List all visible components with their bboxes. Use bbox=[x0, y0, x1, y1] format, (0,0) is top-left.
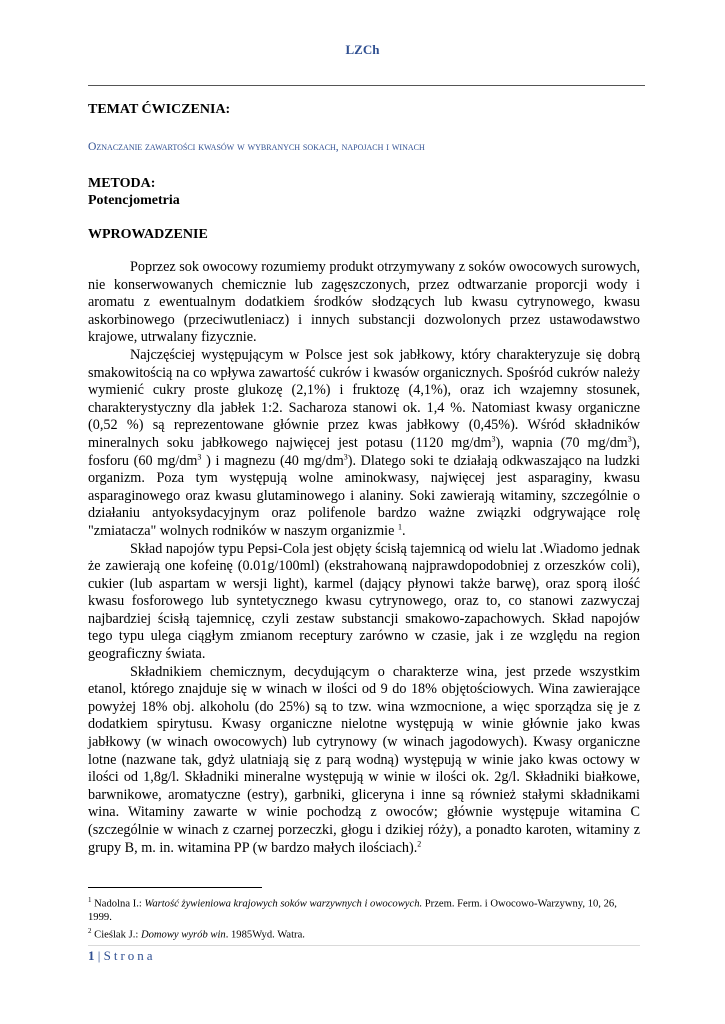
footer-divider bbox=[88, 945, 640, 946]
footnote-2: $^2$ Cieślak J.: Domowy wyrób win. 1985Wyd. Watra. bbox=[88, 926, 305, 941]
footnotes bbox=[88, 894, 628, 942]
method-heading: METODA: bbox=[88, 176, 156, 191]
footnote-1: $^1$ Nadolna I.: Wartość żywieniowa krajowych soków warzywnych i owocowych. Przem. Ferm. i Owocowo-Warzywny, 10, 26, 1999. bbox=[88, 896, 617, 924]
intro-text bbox=[88, 259, 640, 857]
method-value: Potencjometria bbox=[88, 193, 180, 208]
footnote-ref-1[interactable]: 1 bbox=[397, 522, 402, 532]
page-label: Strona bbox=[103, 948, 156, 963]
paragraph-apple-juice: Najczęściej występującym w Polsce jest sok jabłkowy, który charakteryzuje się dobrą smakowitością na co wpływa zawartość cukrów i kwasów organicznych. Spośród cukrów należy wymienić cukry proste glukozę (2,1%) i fruktozę (4,1%), oraz ich wzajemny stosunek, charakterystyczny dla jabłek 1:2. Sacharoza stanowi ok. 1,4 %. Natomiast kwasy organiczne (0,52 %) są reprezentowane głównie przez kwas jabłkowy (0,45%). Wśród składników mineralnych soku jabłkowego najwięcej jest potasu (1120 $mg/dm^3$), wapnia (70 $mg/dm^3$), fosforu (60 $mg/dm^3$ ) i magnezu (40 $mg/dm^3$). Dlatego soki te działają odkwaszająco na ludzki organizm. Poza tym występują wolne aminokwasy, najwięcej jest asparaginy, kwasu asparaginowego oraz kwasu glutaminowego i alaniny. Soki zawierają witaminy, szczególnie o działaniu antyoksydacyjnym oraz polifenole bardzo ważne związki odgrywające rolę "zmiatacza" wolnych rodników w naszym organizmie $^1$. bbox=[88, 346, 640, 539]
topic-heading: TEMAT ĆWICZENIA: bbox=[88, 102, 231, 117]
page-number: 1 bbox=[88, 948, 95, 963]
header-title: LZCh bbox=[345, 42, 380, 57]
page-footer: 1 | Strona bbox=[88, 948, 156, 963]
intro-heading: WPROWADZENIE bbox=[88, 227, 208, 242]
document-body bbox=[88, 100, 640, 857]
topic-subtitle: Oznaczanie zawartości kwasów w wybranych sokach, napojach i winach bbox=[88, 140, 425, 153]
paragraph-juice: Poprzez sok owocowy rozumiemy produkt otrzymywany z soków owocowych surowych, nie konserwowanych chemicznie lub zagęszczonych, przez odtwarzanie proporcji wody i aromatu z ewentualnym dodatkiem środków słodzących lub kwasu cytrynowego, kwasu askorbinowego (przeciwutleniacz) i innych substancji dozwolonych przez ustawodawstwo krajowe, utrwalany fizycznie. bbox=[88, 259, 640, 346]
footnote-divider bbox=[88, 887, 262, 888]
header-divider bbox=[88, 85, 645, 86]
footnote-ref-2[interactable]: 2 bbox=[417, 838, 422, 848]
paragraph-cola: Skład napojów typu Pepsi-Cola jest objęty ścisłą tajemnicą od wielu lat .Wiadomo jednak że zawierają one kofeinę (0.01g/100ml) (ekstrahowaną najprawdopodobniej z orzeszków coli), cukier (lub aspartam w wersji light), karmel (dający płynowi także barwę), oraz sporą ilość kwasu fosforowego lub syntetycznego kwasu cytrynowego, oraz to, co stanowi zazwyczaj najbardziej ścisłą tajemnicę, czyli zestaw substancji smakowo-zapachowych. Skład napojów tego typu ulega ciągłym zmianom receptury zarówno w czasie, jak i ze względu na region geograficzny świata. bbox=[88, 540, 640, 663]
paragraph-wine: Składnikiem chemicznym, decydującym o charakterze wina, jest przede wszystkim etanol, którego znajduje się w winach w ilości od 9 do 18% objętościowych. Wina zawierające powyżej 18% obj. alkoholu (do 25%) są to tzw. wina wzmocnione, a więc sporządza się je z dodatkiem spirytusu. Kwasy organiczne nielotne występują w winie głównie jako kwas jabłkowy (w winach owocowych) lub cytrynowy (w winach jagodowych). Kwasy organiczne lotne (nazwane tak, gdyż ulatniają się z parą wodną) występują w winie jako kwas octowy w ilości od 1,8g/l. Składniki mineralne występują w winie w ilości ok. 2g/l. Składniki białkowe, barwnikowe, aromatyczne (estry), garbniki, gliceryna i inne są również stałymi składnikami wina. Witaminy zawarte w winie pochodzą z owoców; głównie występuje witamina C (szczególnie w winach z czarnej porzeczki, głogu i dzikiej róży), a ponadto karoten, witaminy z grupy B, m. in. witamina PP (w bardzo małych ilościach).$^2$ bbox=[88, 663, 640, 856]
